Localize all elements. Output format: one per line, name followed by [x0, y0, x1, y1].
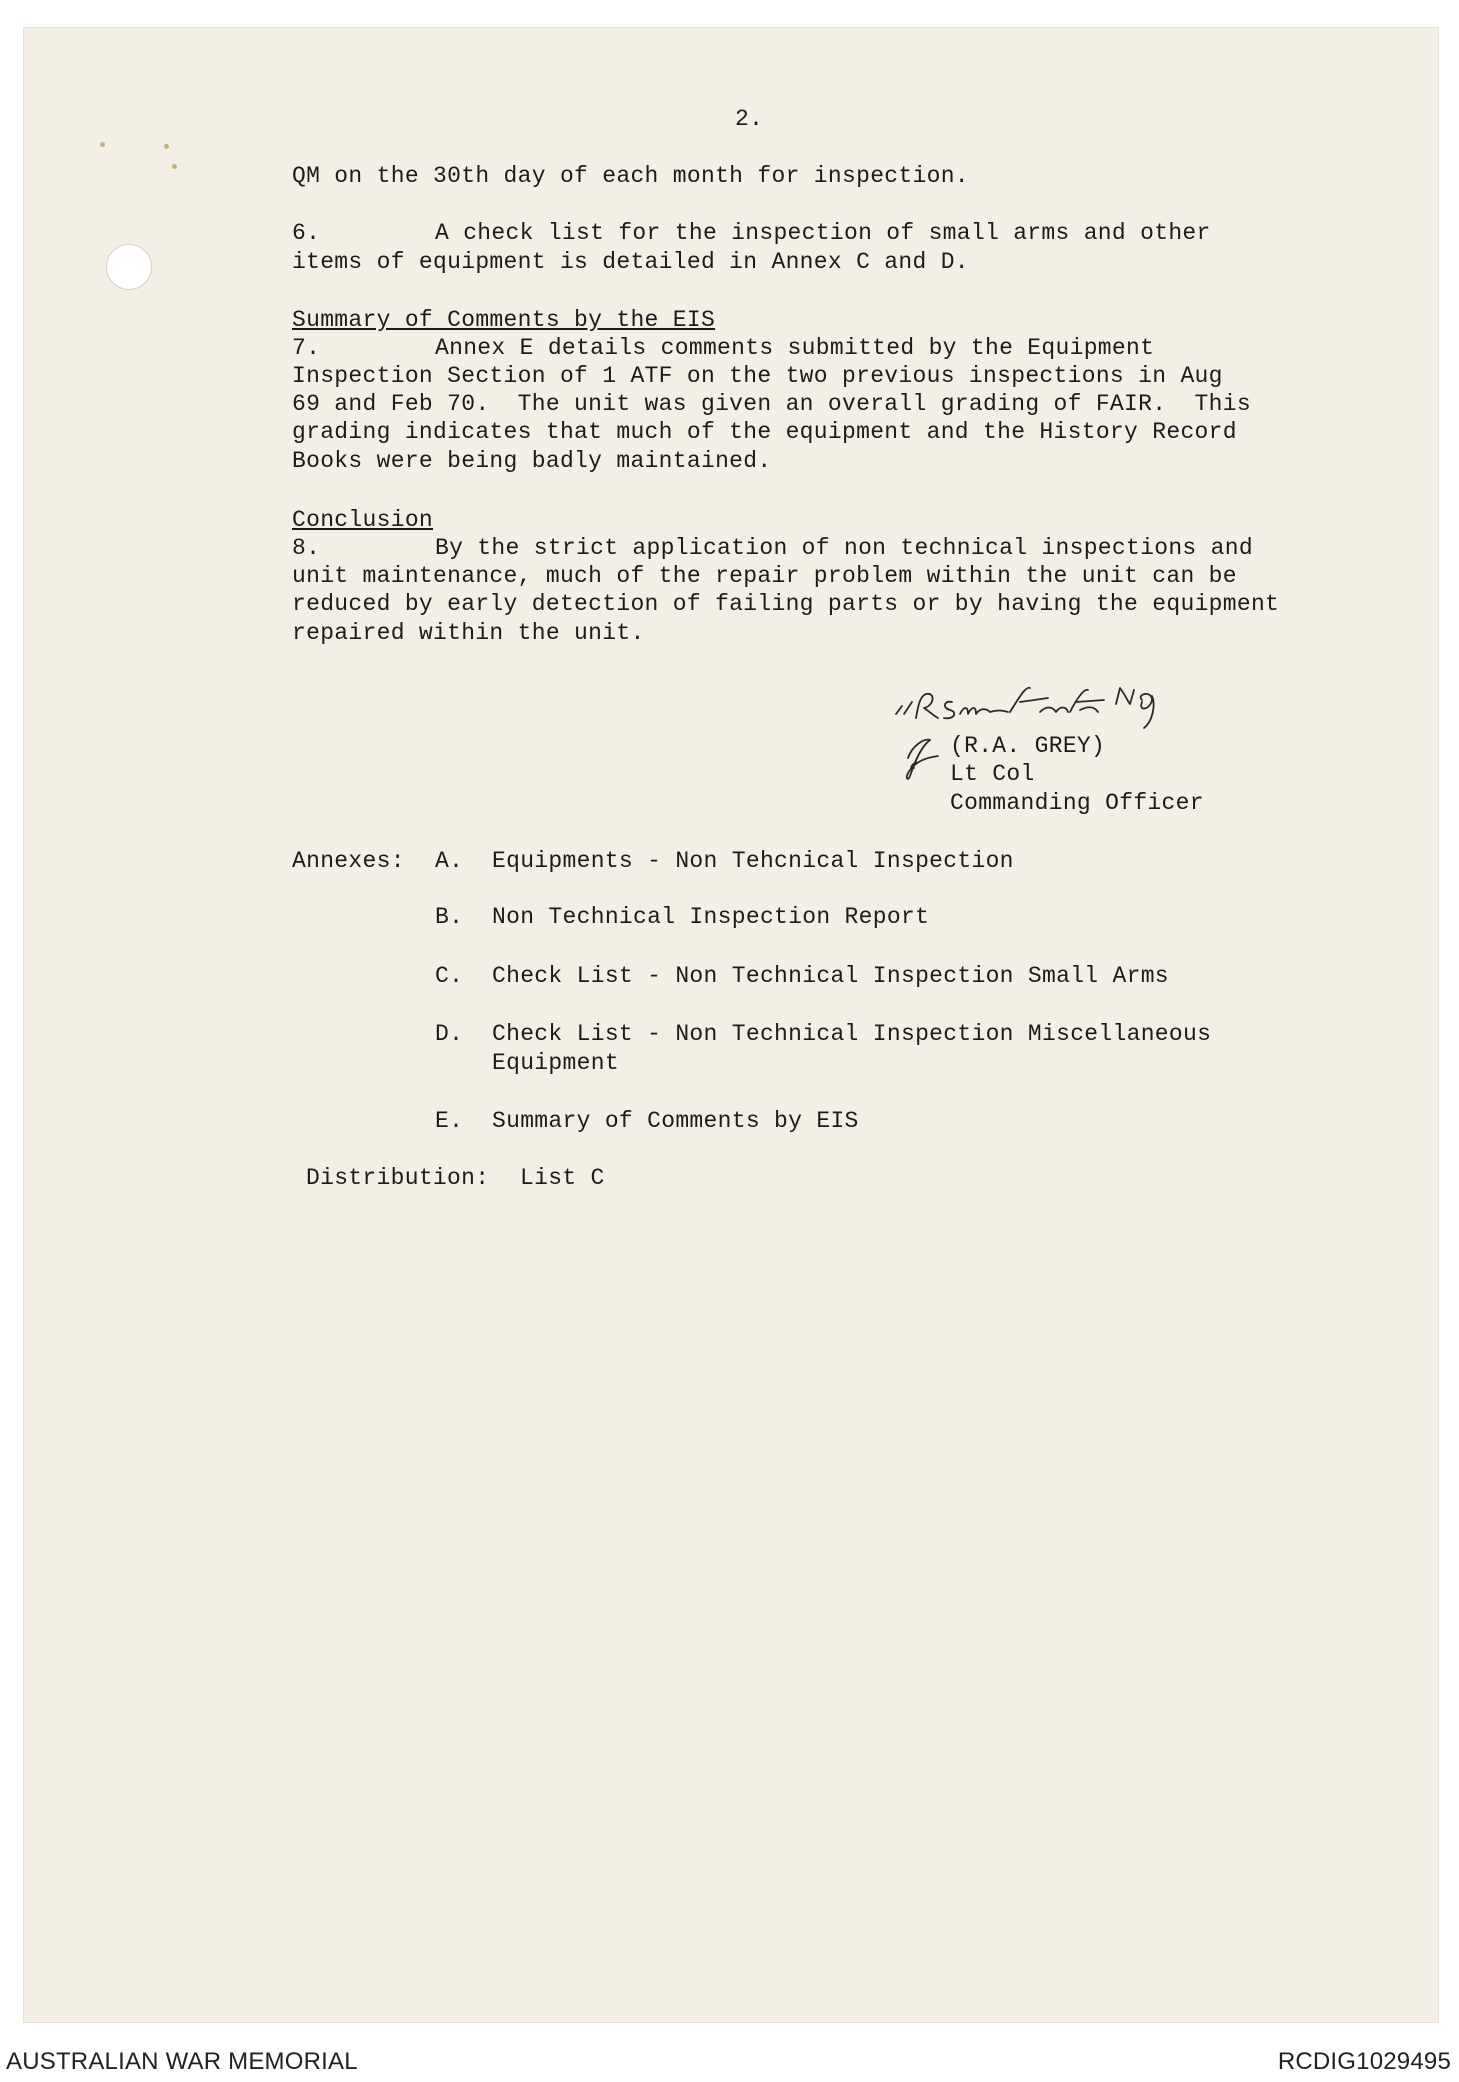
paragraph-7-number: 7. — [292, 335, 321, 361]
section-heading-eis: Summary of Comments by the EIS — [292, 307, 716, 333]
paragraph-6-line: items of equipment is detailed in Annex C and D. — [292, 249, 969, 275]
paper-speck — [172, 164, 177, 169]
annex-letter: E. — [435, 1108, 464, 1134]
paragraph-8-line: unit maintenance, much of the repair problem within the unit can be — [292, 563, 1237, 589]
annex-letter: A. — [435, 848, 464, 874]
annexes-label: Annexes: — [292, 848, 405, 874]
continuation-line: QM on the 30th day of each month for inspection. — [292, 163, 969, 189]
handwritten-signature-icon — [880, 666, 1240, 786]
paragraph-6-line: A check list for the inspection of small arms and other — [435, 220, 1211, 246]
signatory-rank: Lt Col — [950, 761, 1035, 787]
annex-letter: D. — [435, 1021, 464, 1047]
signatory-name: (R.A. GREY) — [950, 733, 1106, 759]
annex-letter: C. — [435, 963, 464, 989]
annex-text: Equipments - Non Tehcnical Inspection — [492, 848, 1014, 874]
annex-text: Check List - Non Technical Inspection Small Arms — [492, 963, 1169, 989]
paragraph-7-line: Annex E details comments submitted by the Equipment — [435, 335, 1155, 361]
annex-text: Check List - Non Technical Inspection Miscellaneous — [492, 1021, 1212, 1047]
signatory-title: Commanding Officer — [950, 790, 1204, 816]
paragraph-7-line: 69 and Feb 70. The unit was given an overall grading of FAIR. This — [292, 391, 1251, 417]
paragraph-8-number: 8. — [292, 535, 321, 561]
paragraph-8-line: repaired within the unit. — [292, 620, 645, 646]
annex-text-continued: Equipment — [492, 1050, 619, 1076]
paragraph-7-line: Inspection Section of 1 ATF on the two previous inspections in Aug — [292, 363, 1223, 389]
page-number: 2. — [735, 106, 764, 132]
punch-hole-icon — [106, 244, 152, 290]
distribution-value: List C — [520, 1165, 605, 1191]
paragraph-6-number: 6. — [292, 220, 321, 246]
annex-letter: B. — [435, 904, 464, 930]
section-heading-conclusion: Conclusion — [292, 507, 434, 533]
footer-record-id: RCDIG1029495 — [1277, 2048, 1451, 2075]
footer-archive-name: AUSTRALIAN WAR MEMORIAL — [6, 2048, 358, 2075]
paragraph-7-line: Books were being badly maintained. — [292, 448, 772, 474]
paper-speck — [164, 144, 169, 149]
paragraph-7-line: grading indicates that much of the equipment and the History Record — [292, 419, 1237, 445]
distribution-label: Distribution: — [306, 1165, 490, 1191]
paper-speck — [100, 142, 105, 147]
paragraph-8-line: By the strict application of non technical inspections and — [435, 535, 1253, 561]
paragraph-8-line: reduced by early detection of failing parts or by having the equipment — [292, 591, 1280, 617]
annex-text: Summary of Comments by EIS — [492, 1108, 859, 1134]
annex-text: Non Technical Inspection Report — [492, 904, 930, 930]
